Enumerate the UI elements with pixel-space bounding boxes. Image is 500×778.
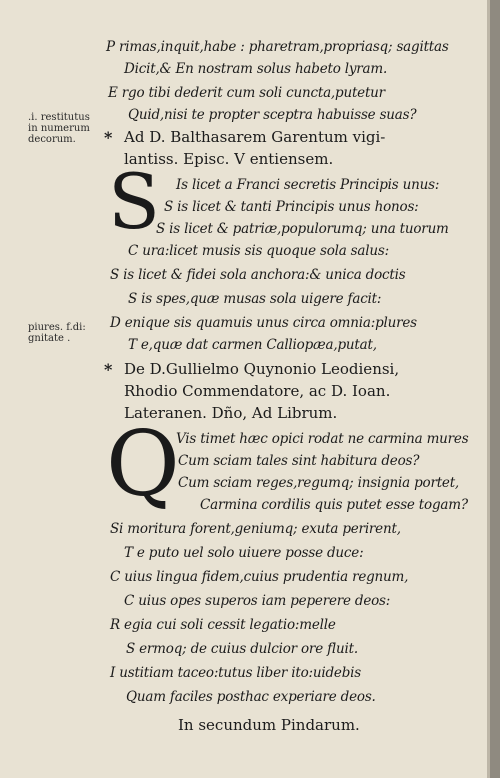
verse-line: T e,quæ dat carmen Calliopæa,putat, — [128, 337, 377, 353]
verse-line: D enique sis quamuis unus circa omnia:plures — [110, 315, 417, 331]
margin-note-1 — [28, 112, 90, 145]
verse-line: S is licet & tanti Principis unus honos: — [164, 199, 419, 215]
asterisk-marker: * — [104, 128, 113, 147]
verse-line: S ermoq; de cuius dulcior ore fluit. — [126, 641, 358, 657]
verse-line: S is licet & fidei sola anchora:& unica doctis — [110, 267, 406, 283]
verse-line: Cum sciam tales sint habitura deos? — [178, 453, 420, 469]
verse-line: T e puto uel solo uiuere posse duce: — [124, 545, 364, 561]
margin-note-line: gnitate . — [28, 333, 71, 344]
margin-note-line: in numerum — [28, 123, 90, 134]
verse-line: Quam faciles posthac experiare deos. — [126, 689, 376, 705]
verse-line: Vis timet hæc opici rodat ne carmina mures — [176, 431, 469, 447]
margin-note-line: piures. f.di: — [28, 322, 86, 333]
verse-line: Si moritura forent,geniumq; exuta perirent, — [110, 521, 401, 537]
verse-line: E rgo tibi dederit cum soli cuncta,putetur — [108, 85, 385, 101]
verse-line: Carmina cordilis quis putet esse togam? — [200, 497, 468, 513]
verse-line: Cum sciam reges,regumq; insignia portet, — [178, 475, 460, 491]
margin-note-2 — [28, 322, 86, 344]
verse-line: Dicit,& En nostram solus habeto lyram. — [124, 61, 388, 77]
section-heading: Rhodio Commendatore, ac D. Ioan. — [124, 382, 391, 400]
verse-line: P rimas,inquit,habe : pharetram,propriasq; sagittas — [106, 39, 449, 55]
section-heading: In secundum Pindarum. — [178, 716, 360, 734]
verse-line: C uius opes superos iam peperere deos: — [124, 593, 391, 609]
verse-line: I ustitiam taceo:tutus liber ito:uidebis — [110, 665, 361, 681]
section-heading: De D.Gullielmo Quynonio Leodiensi, — [124, 360, 400, 378]
margin-note-line: .i. restitutus — [28, 112, 90, 123]
verse-line: S is spes,quæ musas sola uigere facit: — [128, 291, 382, 307]
book-spine — [490, 0, 500, 778]
margin-note-line: decorum. — [28, 134, 76, 145]
verse-line: C uius lingua fidem,cuius prudentia regnum, — [110, 569, 409, 585]
drop-cap-s: S — [108, 157, 161, 246]
verse-line: Quid,nisi te propter sceptra habuisse suas? — [128, 107, 417, 123]
section-heading: Ad D. Balthasarem Garentum vigi- — [124, 128, 386, 146]
verse-line: C ura:licet musis sis quoque sola salus: — [128, 243, 389, 259]
drop-cap-q: Q — [106, 412, 180, 517]
verse-line: R egia cui soli cessit legatio:melle — [110, 617, 336, 633]
section-heading: lantiss. Episc. V entiensem. — [124, 150, 334, 168]
asterisk-marker: * — [104, 360, 113, 379]
verse-line: S is licet & patriæ,populorumq; una tuorum — [156, 221, 449, 237]
section-heading: Lateranen. Dño, Ad Librum. — [124, 404, 338, 422]
verse-line: Is licet a Franci secretis Principis unus: — [176, 177, 440, 193]
